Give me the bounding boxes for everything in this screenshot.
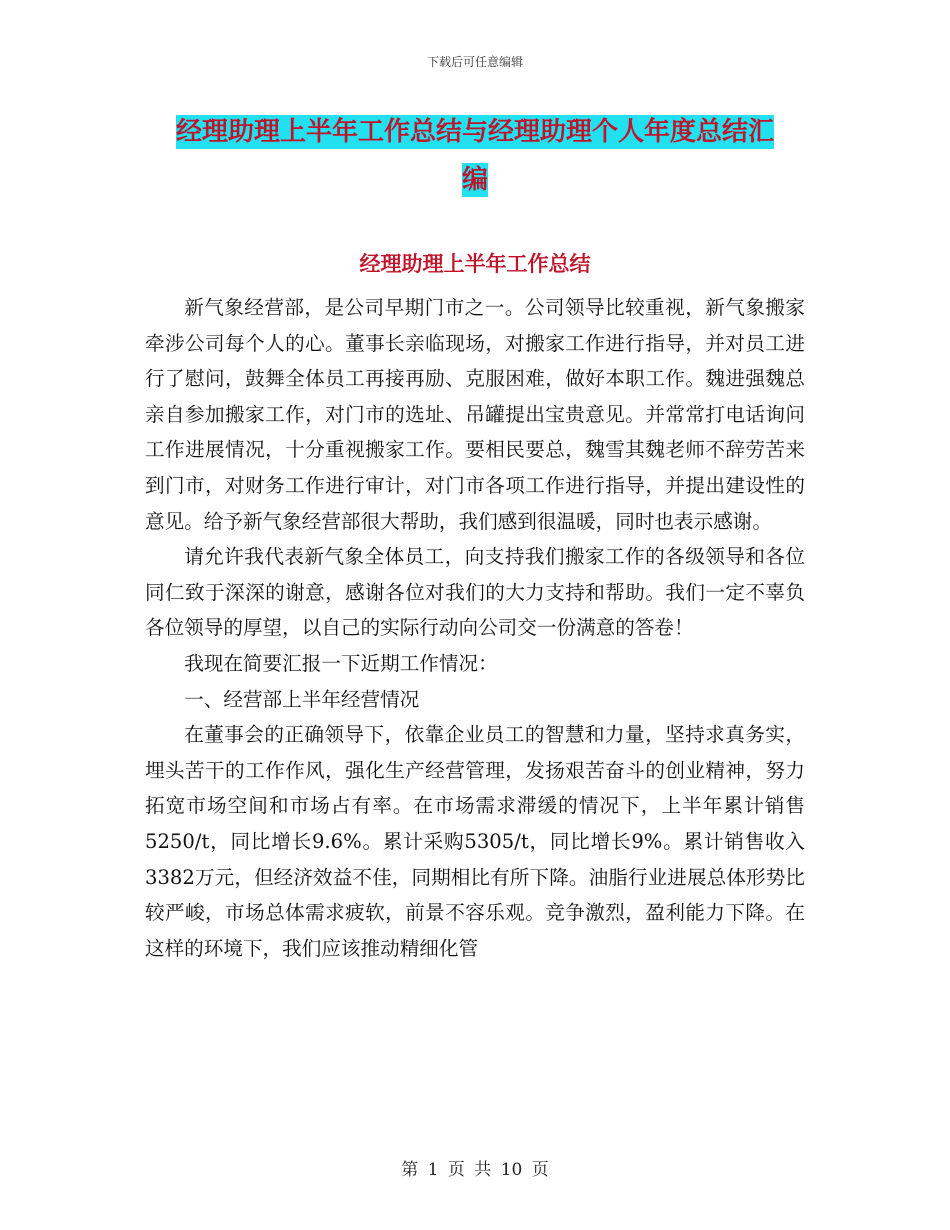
- document-body: [145, 290, 805, 966]
- document-title-line-1: 经理助理上半年工作总结与经理助理个人年度总结汇: [175, 117, 774, 147]
- paragraph: 请允许我代表新气象全体员工，向支持我们搬家工作的各级领导和各位同仁致于深深的谢意，感谢各位对我们的大力支持和帮助。我们一定不辜负各位领导的厚望，以自己的实际行动向公司交一份满意的答卷！: [145, 545, 805, 640]
- page-number: 第 1 页 共 10 页: [401, 1160, 549, 1180]
- paragraph: 我现在简要汇报一下近期工作情况：: [184, 651, 498, 675]
- document-title: [145, 108, 805, 204]
- paragraph: 一、经营部上半年经营情况: [184, 687, 420, 711]
- header-note: 下载后可任意编辑: [426, 55, 523, 69]
- paragraph: 新气象经营部，是公司早期门市之一。公司领导比较重视，新气象搬家牵涉公司每个人的心。董事长亲临现场，对搬家工作进行指导，并对员工进行了慰问，鼓舞全体员工再接再励、克服困难，做好本职工作。魏进强魏总亲自参加搬家工作，对门市的选址、吊罐提出宝贵意见。并常常打电话询问工作进展情况，十分重视搬家工作。要相民要总，魏雪其魏老师不辞劳苦来到门市，对财务工作进行审计，对门市各项工作进行指导，并提出建设性的意见。给予新气象经营部很大帮助，我们感到很温暖，同时也表示感谢。: [145, 296, 805, 533]
- paragraph: 在董事会的正确领导下，依靠企业员工的智慧和力量，坚持求真务实，埋头苦干的工作作风，强化生产经营管理，发扬艰苦奋斗的创业精神，努力拓宽市场空间和市场占有率。在市场需求滞缓的情况下，上半年累计销售5250/t，同比增长9.6%。累计采购5305/t，同比增长9%。累计销售收入3382万元，但经济效益不佳，同期相比有所下降。油脂行业进展总体形势比较严峻，市场总体需求疲软，前景不容乐观。竞争激烈，盈利能力下降。在这样的环境下，我们应该推动精细化管: [145, 723, 805, 960]
- document-title-line-2: 编: [461, 165, 488, 195]
- section-title: 经理助理上半年工作总结: [359, 252, 591, 276]
